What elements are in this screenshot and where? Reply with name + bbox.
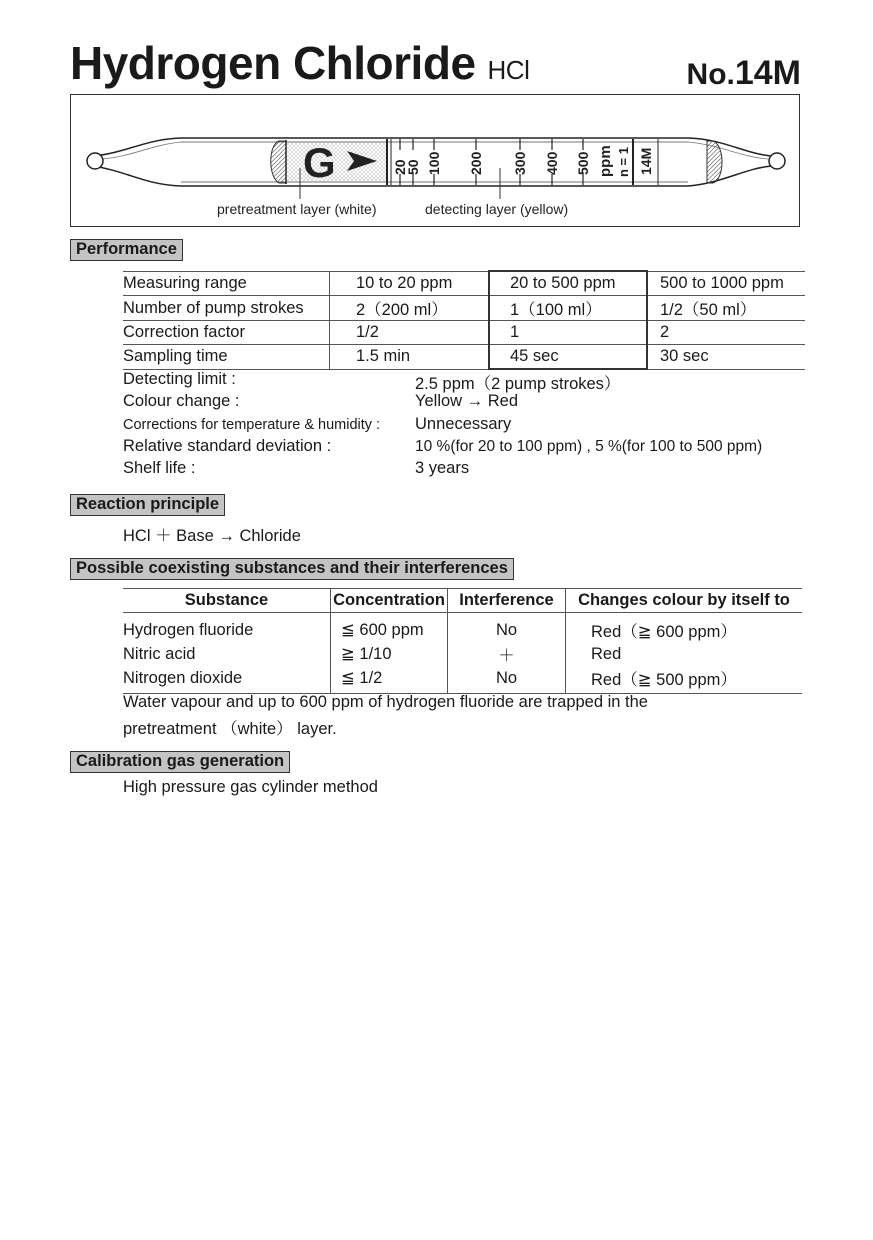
spec-label: Shelf life :: [123, 459, 196, 477]
table-cell: 1（100 ml）: [489, 296, 647, 321]
spec-value: 3 years: [415, 459, 470, 477]
product-number: [687, 54, 801, 93]
row-label: Number of pump strokes: [123, 296, 330, 321]
table-row: [123, 296, 805, 321]
table-cell: 30 sec: [647, 345, 805, 370]
table-cell: Red: [591, 644, 622, 663]
section-calibration-gas: Calibration gas generation: [70, 751, 290, 773]
scale-label: 500: [575, 151, 591, 175]
detector-tube-diagram: [70, 94, 800, 227]
detecting-layer-label: detecting layer (yellow): [425, 201, 569, 217]
logo-letter: G: [303, 139, 336, 186]
table-cell: 2（200 ml）: [330, 296, 490, 321]
row-label: Measuring range: [123, 271, 330, 296]
table-cell: Red（≧ 500 ppm）: [566, 666, 803, 694]
page-title: [70, 36, 529, 90]
table-cell: No: [448, 666, 566, 694]
substance-name: Hydrogen fluoride: [123, 613, 331, 643]
table-row: [123, 666, 802, 694]
scale-label: 200: [468, 151, 484, 175]
spec-label: Relative standard deviation :: [123, 437, 332, 455]
spec-value: 10 %(for 20 to 100 ppm) , 5 %(for 100 to 500 ppm): [415, 438, 763, 455]
table-cell: 10 to 20 ppm: [330, 271, 490, 296]
tube-tip-left: [87, 153, 103, 169]
scale-label: 50: [405, 159, 421, 175]
detector-tube-illustration: [71, 95, 801, 228]
table-cell: 1/2: [330, 321, 490, 345]
chemical-formula: HCl: [487, 55, 530, 85]
tube-code-label: 14M: [638, 147, 654, 175]
tube-tip-right: [769, 153, 785, 169]
table-cell: 20 to 500 ppm: [489, 271, 647, 296]
substance-name: Nitrogen dioxide: [123, 666, 331, 694]
table-cell: Red（≧ 600 ppm）: [591, 623, 737, 641]
table-cell: 2: [647, 321, 805, 345]
trap-note-line-2: pretreatment （white） layer.: [123, 720, 337, 738]
substance-name: Nitric acid: [123, 642, 331, 666]
scale-label: 100: [426, 151, 442, 175]
column-header: Substance: [123, 589, 331, 613]
table-row: [123, 642, 802, 666]
calibration-method: High pressure gas cylinder method: [123, 778, 378, 796]
row-label: Sampling time: [123, 345, 330, 370]
table-row: [123, 271, 805, 296]
product-prefix: No.: [686, 58, 735, 91]
row-label: Correction factor: [123, 321, 330, 345]
spec-label: Colour change :: [123, 392, 240, 410]
pretreatment-layer-label: pretreatment layer (white): [217, 201, 377, 217]
coexisting-substances-table: [123, 588, 802, 694]
spec-label: Detecting limit :: [123, 370, 236, 388]
column-header: Interference: [448, 589, 566, 613]
strokes-label: n = 1: [616, 147, 631, 177]
table-row: [123, 613, 802, 643]
table-cell: 500 to 1000 ppm: [647, 271, 805, 296]
reaction-equation: HCl ＋ Base → Chloride: [123, 527, 301, 545]
column-header: Concentration: [331, 589, 448, 613]
table-cell: ≦ 1/2: [331, 666, 448, 694]
scale-label: 400: [544, 151, 560, 175]
scale-label: 20: [392, 159, 408, 175]
product-code: 14M: [734, 54, 801, 92]
column-header: Changes colour by itself to: [566, 589, 803, 613]
scale-label: 300: [512, 151, 528, 175]
performance-table: [123, 270, 805, 370]
table-cell: 45 sec: [489, 345, 647, 370]
unit-label: ppm: [597, 145, 614, 177]
section-reaction-principle: Reaction principle: [70, 494, 225, 516]
table-cell: 1/2（50 ml）: [647, 296, 805, 321]
table-cell: 1: [489, 321, 647, 345]
table-cell: ＋: [448, 642, 566, 666]
table-cell: ≦ 600 ppm: [331, 613, 448, 643]
spec-label: Corrections for temperature & humidity :: [123, 417, 381, 433]
spec-value: Unnecessary: [415, 415, 512, 433]
table-header-row: [123, 589, 802, 613]
spec-value: 2.5 ppm（2 pump strokes）: [415, 375, 621, 393]
trap-note-line-1: Water vapour and up to 600 ppm of hydrogen fluoride are trapped in the: [123, 693, 648, 711]
table-cell: 1.5 min: [330, 345, 490, 370]
section-performance: Performance: [70, 239, 183, 261]
table-row: [123, 321, 805, 345]
table-cell: ≧ 1/10: [331, 642, 448, 666]
section-coexisting-substances: Possible coexisting substances and their interferences: [70, 558, 514, 580]
table-cell: No: [448, 613, 566, 643]
spec-value: Yellow → Red: [415, 392, 519, 410]
title-text: Hydrogen Chloride: [70, 37, 476, 89]
table-row: [123, 345, 805, 370]
